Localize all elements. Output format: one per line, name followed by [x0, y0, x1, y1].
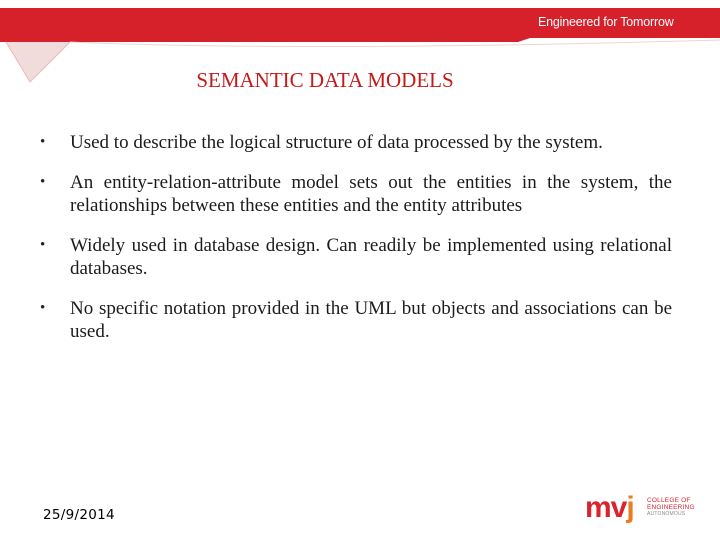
- bullet-item: [40, 297, 672, 343]
- header-tagline: Engineered for Tomorrow: [538, 15, 674, 29]
- bullet-text: Widely used in database design. Can readily be implemented using relational databases.: [70, 235, 672, 279]
- bullet-text: An entity-relation-attribute model sets out the entities in the system, the relationships between these entities and the entity attributes: [70, 172, 672, 216]
- bullet-item: [40, 131, 672, 154]
- bullet-item: [40, 234, 672, 280]
- bullet-marker: •: [40, 300, 46, 316]
- bullet-marker: •: [40, 134, 46, 150]
- logo-caption: COLLEGE OF ENGINEERING AUTONOMOUS: [647, 497, 695, 517]
- footer-date: 25/9/2014: [43, 507, 115, 523]
- bullet-item: [40, 171, 672, 217]
- bullet-text: No specific notation provided in the UML but objects and associations can be used.: [70, 298, 672, 342]
- logo-mark: mvj: [585, 491, 634, 524]
- bullet-list: [40, 131, 672, 360]
- bullet-text: Used to describe the logical structure of data processed by the system.: [70, 132, 603, 153]
- college-logo: [585, 490, 705, 528]
- slide-title: SEMANTIC DATA MODELS: [196, 68, 454, 92]
- bullet-marker: •: [40, 237, 46, 253]
- bullet-marker: •: [40, 174, 46, 190]
